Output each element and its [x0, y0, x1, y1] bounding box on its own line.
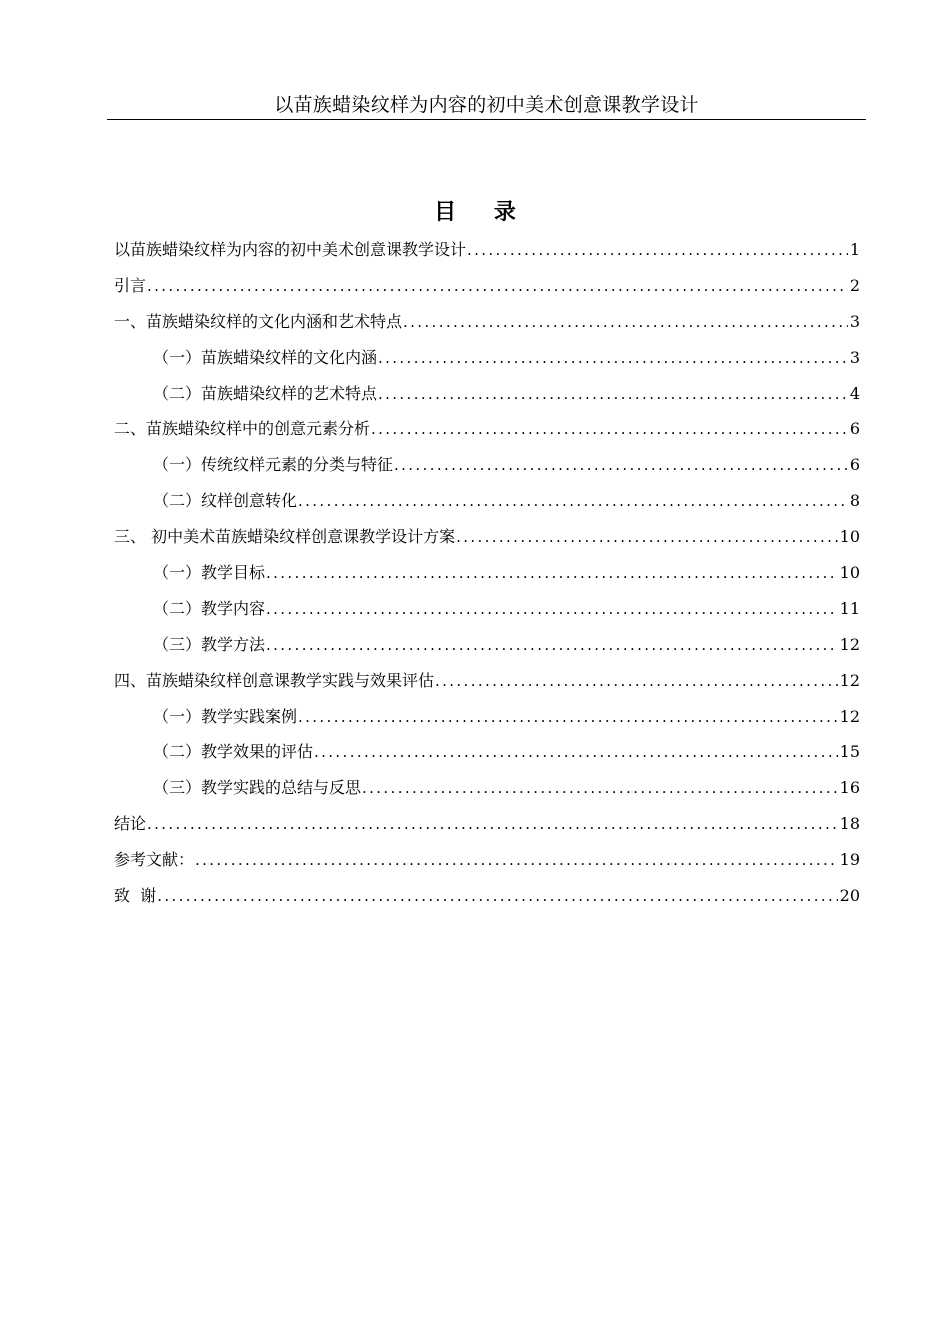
toc-dot-leader [266, 592, 838, 628]
toc-entry-label: 引言 [114, 275, 147, 295]
toc-dot-leader [435, 664, 838, 700]
toc-entry-label: 一、苗族蜡染纹样的文化内涵和艺术特点 [114, 311, 403, 331]
toc-entry-page: 1 [849, 240, 860, 259]
toc-entry[interactable] [114, 878, 860, 914]
toc-entry-label: （二）苗族蜡染纹样的艺术特点 [153, 383, 378, 403]
toc-dot-leader [378, 377, 848, 413]
toc-entry[interactable] [114, 555, 860, 591]
toc-entry-page: 10 [839, 563, 860, 583]
toc-entry-page: 8 [849, 491, 860, 511]
toc-dot-leader [298, 700, 838, 736]
toc-entry-page: 19 [839, 850, 860, 870]
toc-entry-label: 以苗族蜡染纹样为内容的初中美术创意课教学设计 [114, 240, 467, 259]
toc-entry[interactable] [114, 483, 860, 519]
toc-entry[interactable] [114, 770, 860, 806]
toc-dot-leader [362, 771, 838, 807]
toc-entry-label: 二、苗族蜡染纹样中的创意元素分析 [114, 419, 371, 439]
toc-entry[interactable] [114, 519, 860, 555]
toc-entry[interactable] [114, 304, 860, 340]
toc-entry-page: 6 [849, 455, 860, 475]
toc-dot-leader [147, 269, 848, 305]
toc-entry-label: （二）教学内容 [153, 598, 266, 618]
toc-dot-leader [266, 628, 838, 664]
toc-title: 目 录 [434, 200, 516, 225]
toc-dot-leader [314, 735, 838, 771]
toc-entry[interactable] [114, 411, 860, 447]
toc-entry-label: 四、苗族蜡染纹样创意课教学实践与效果评估 [114, 670, 435, 690]
toc-dot-leader [467, 233, 848, 269]
toc-entry-label: （二）教学效果的评估 [153, 742, 314, 762]
toc-entry-label: （三）教学实践的总结与反思 [153, 778, 362, 798]
toc-entry[interactable] [114, 376, 860, 412]
toc-dot-leader [266, 556, 838, 592]
toc-entry-page: 11 [839, 598, 860, 618]
toc-entry[interactable] [114, 268, 860, 304]
toc-entry[interactable] [114, 627, 860, 663]
toc-dot-leader [157, 879, 837, 915]
header-rule [107, 119, 866, 120]
toc-dot-leader [456, 520, 838, 556]
toc-entry[interactable] [114, 842, 860, 878]
toc-entry-label: （一）教学实践案例 [153, 706, 298, 726]
toc-dot-leader [403, 305, 848, 341]
toc-entry-page: 12 [839, 706, 860, 726]
toc-entry-page: 2 [849, 275, 860, 295]
toc-dot-leader [371, 412, 848, 448]
toc-entry[interactable] [114, 663, 860, 699]
toc-dot-leader [195, 843, 838, 879]
table-of-contents [114, 232, 860, 914]
toc-entry-label: 结论 [114, 814, 147, 834]
toc-entry-page: 12 [839, 634, 860, 654]
toc-entry-page: 12 [839, 670, 860, 690]
toc-dot-leader [394, 448, 848, 484]
toc-entry-label: （二）纹样创意转化 [153, 491, 298, 511]
toc-entry-page: 4 [849, 383, 860, 403]
toc-entry-label: （三）教学方法 [153, 634, 266, 654]
toc-entry-page: 3 [849, 347, 860, 367]
toc-entry[interactable] [114, 340, 860, 376]
toc-entry-label: 三、 初中美术苗族蜡染纹样创意课教学设计方案 [114, 527, 456, 547]
toc-entry-label: （一）传统纹样元素的分类与特征 [153, 455, 394, 475]
toc-entry-label: （一）教学目标 [153, 563, 266, 583]
toc-dot-leader [147, 807, 838, 843]
toc-entry[interactable] [114, 447, 860, 483]
toc-entry-page: 10 [839, 527, 860, 547]
toc-entry[interactable] [114, 806, 860, 842]
toc-dot-leader [378, 341, 848, 377]
toc-entry-page: 20 [839, 886, 860, 906]
toc-entry-label: （一）苗族蜡染纹样的文化内涵 [153, 347, 378, 367]
toc-entry-page: 15 [839, 742, 860, 762]
toc-entry-page: 6 [849, 419, 860, 439]
toc-entry[interactable] [114, 699, 860, 735]
toc-entry-label: 参考文献： [114, 850, 195, 870]
toc-entry-page: 18 [839, 814, 860, 834]
toc-entry[interactable] [114, 734, 860, 770]
toc-dot-leader [298, 484, 848, 520]
toc-entry[interactable] [114, 232, 860, 268]
running-header: 以苗族蜡染纹样为内容的初中美术创意课教学设计 [274, 94, 699, 116]
toc-entry[interactable] [114, 591, 860, 627]
toc-entry-label: 致 谢 [114, 886, 157, 906]
toc-entry-page: 16 [839, 778, 860, 798]
toc-entry-page: 3 [849, 311, 860, 331]
